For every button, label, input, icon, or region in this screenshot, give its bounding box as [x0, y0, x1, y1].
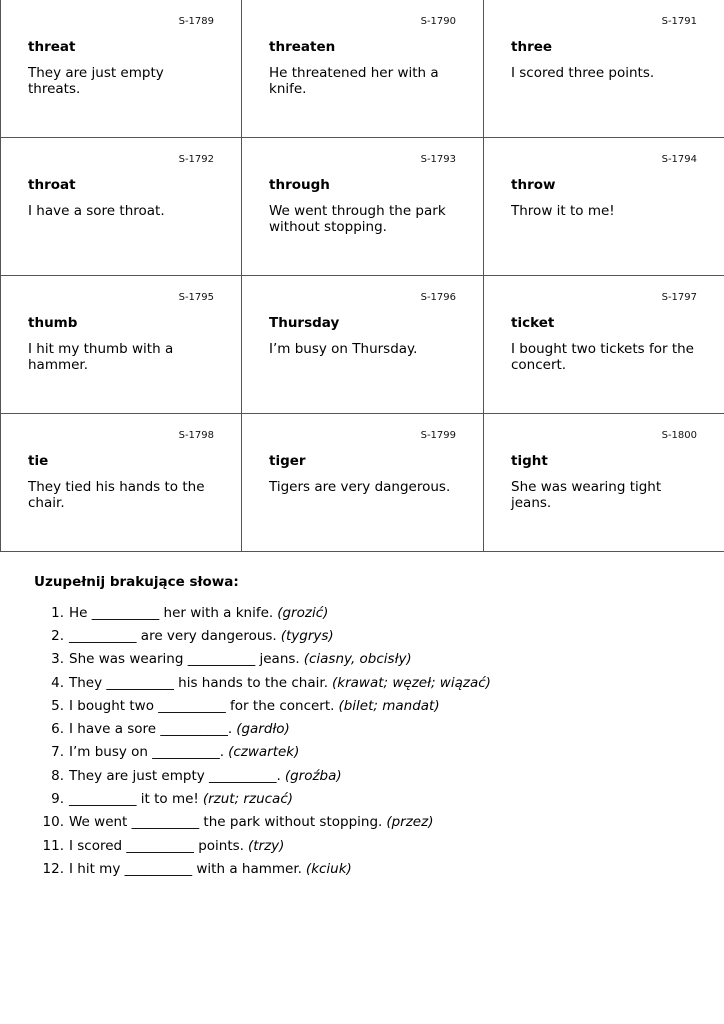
- item-number: 6.: [51, 721, 64, 738]
- item-text: They __________ his hands to the chair.: [69, 674, 328, 691]
- item-text: I have a sore __________.: [69, 721, 233, 738]
- card-word: tie: [28, 453, 49, 469]
- exercise-item: [34, 741, 694, 764]
- card-code: S-1793: [420, 154, 456, 165]
- item-text: I scored __________ points.: [69, 837, 244, 854]
- item-number: 7.: [51, 744, 64, 761]
- item-text: I hit my __________ with a hammer.: [69, 860, 302, 877]
- exercise-item: [34, 671, 694, 694]
- flashcard: [242, 0, 484, 138]
- card-word: tiger: [269, 453, 306, 469]
- item-hint: (rzut; rzucać): [202, 791, 294, 808]
- card-word: throat: [28, 177, 76, 193]
- exercise-item: [34, 834, 694, 857]
- item-hint: (bilet; mandat): [338, 697, 440, 714]
- item-text: We went __________ the park without stopping.: [69, 814, 383, 831]
- card-code: S-1794: [661, 154, 697, 165]
- card-code: S-1795: [178, 292, 214, 303]
- item-hint: (kciuk): [305, 860, 352, 877]
- flashcard: [0, 0, 242, 138]
- card-code: S-1789: [178, 16, 214, 27]
- item-number: 1.: [51, 604, 64, 621]
- card-word: tight: [511, 453, 548, 469]
- item-hint: (grozić): [277, 604, 329, 621]
- exercise-section: [34, 574, 694, 881]
- exercise-item: [34, 857, 694, 880]
- flashcard: [484, 414, 724, 552]
- item-number: 5.: [51, 697, 64, 714]
- card-word: thumb: [28, 315, 78, 331]
- item-number: 10.: [42, 814, 64, 831]
- flashcard: [0, 138, 242, 276]
- flashcard: [484, 138, 724, 276]
- exercise-list: [34, 601, 694, 881]
- exercise-title: Uzupełnij brakujące słowa:: [34, 574, 239, 590]
- item-number: 3.: [51, 651, 64, 668]
- item-hint: (krawat; węzeł; wiązać): [332, 674, 491, 691]
- card-word: throw: [511, 177, 556, 193]
- card-word: Thursday: [269, 315, 340, 331]
- card-code: S-1800: [661, 430, 697, 441]
- card-sentence: We went through the park without stopping.: [269, 203, 446, 235]
- card-sentence: They are just empty threats.: [28, 65, 164, 97]
- item-number: 2.: [51, 627, 64, 644]
- exercise-item: [34, 648, 694, 671]
- item-hint: (groźba): [284, 767, 342, 784]
- item-number: 9.: [51, 791, 64, 808]
- exercise-item: [34, 764, 694, 787]
- card-sentence: Tigers are very dangerous.: [269, 479, 451, 495]
- item-text: She was wearing __________ jeans.: [69, 651, 300, 668]
- item-text: They are just empty __________.: [69, 767, 281, 784]
- card-sentence: Throw it to me!: [511, 203, 615, 219]
- item-hint: (tygrys): [280, 627, 334, 644]
- card-sentence: He threatened her with a knife.: [269, 65, 439, 97]
- card-word: threaten: [269, 39, 336, 55]
- card-code: S-1797: [661, 292, 697, 303]
- exercise-item: [34, 624, 694, 647]
- item-hint: (przez): [386, 814, 434, 831]
- item-hint: (ciasny, obcisły): [303, 651, 412, 668]
- item-text: I’m busy on __________.: [69, 744, 225, 761]
- card-word: three: [511, 39, 553, 55]
- item-text: __________ it to me!: [69, 791, 199, 808]
- card-word: threat: [28, 39, 76, 55]
- card-sentence: They tied his hands to the chair.: [28, 479, 205, 511]
- item-number: 8.: [51, 767, 64, 784]
- item-number: 11.: [42, 837, 64, 854]
- flashcard: [484, 0, 724, 138]
- card-sentence: I hit my thumb with a hammer.: [28, 341, 174, 373]
- card-word: ticket: [511, 315, 555, 331]
- item-number: 12.: [42, 860, 64, 877]
- exercise-item: [34, 717, 694, 740]
- card-sentence: I have a sore throat.: [28, 203, 165, 219]
- item-text: He __________ her with a knife.: [69, 604, 274, 621]
- flashcard: [0, 414, 242, 552]
- flashcard: [0, 276, 242, 414]
- card-sentence: I bought two tickets for the concert.: [511, 341, 694, 373]
- card-code: S-1796: [420, 292, 456, 303]
- item-text: __________ are very dangerous.: [69, 627, 277, 644]
- item-hint: (trzy): [247, 837, 285, 854]
- flashcard: [484, 276, 724, 414]
- card-sentence: I’m busy on Thursday.: [269, 341, 418, 357]
- card-code: S-1798: [178, 430, 214, 441]
- card-code: S-1791: [661, 16, 697, 27]
- exercise-item: [34, 601, 694, 624]
- item-hint: (gardło): [236, 721, 290, 738]
- flashcard: [242, 414, 484, 552]
- item-number: 4.: [51, 674, 64, 691]
- card-word: through: [269, 177, 330, 193]
- card-code: S-1790: [420, 16, 456, 27]
- exercise-item: [34, 787, 694, 810]
- flashcard: [242, 276, 484, 414]
- card-sentence: She was wearing tight jeans.: [511, 479, 662, 511]
- flashcard: [242, 138, 484, 276]
- card-code: S-1792: [178, 154, 214, 165]
- exercise-item: [34, 694, 694, 717]
- item-hint: (czwartek): [228, 744, 300, 761]
- item-text: I bought two __________ for the concert.: [69, 697, 335, 714]
- card-sentence: I scored three points.: [511, 65, 655, 81]
- card-code: S-1799: [420, 430, 456, 441]
- exercise-item: [34, 811, 694, 834]
